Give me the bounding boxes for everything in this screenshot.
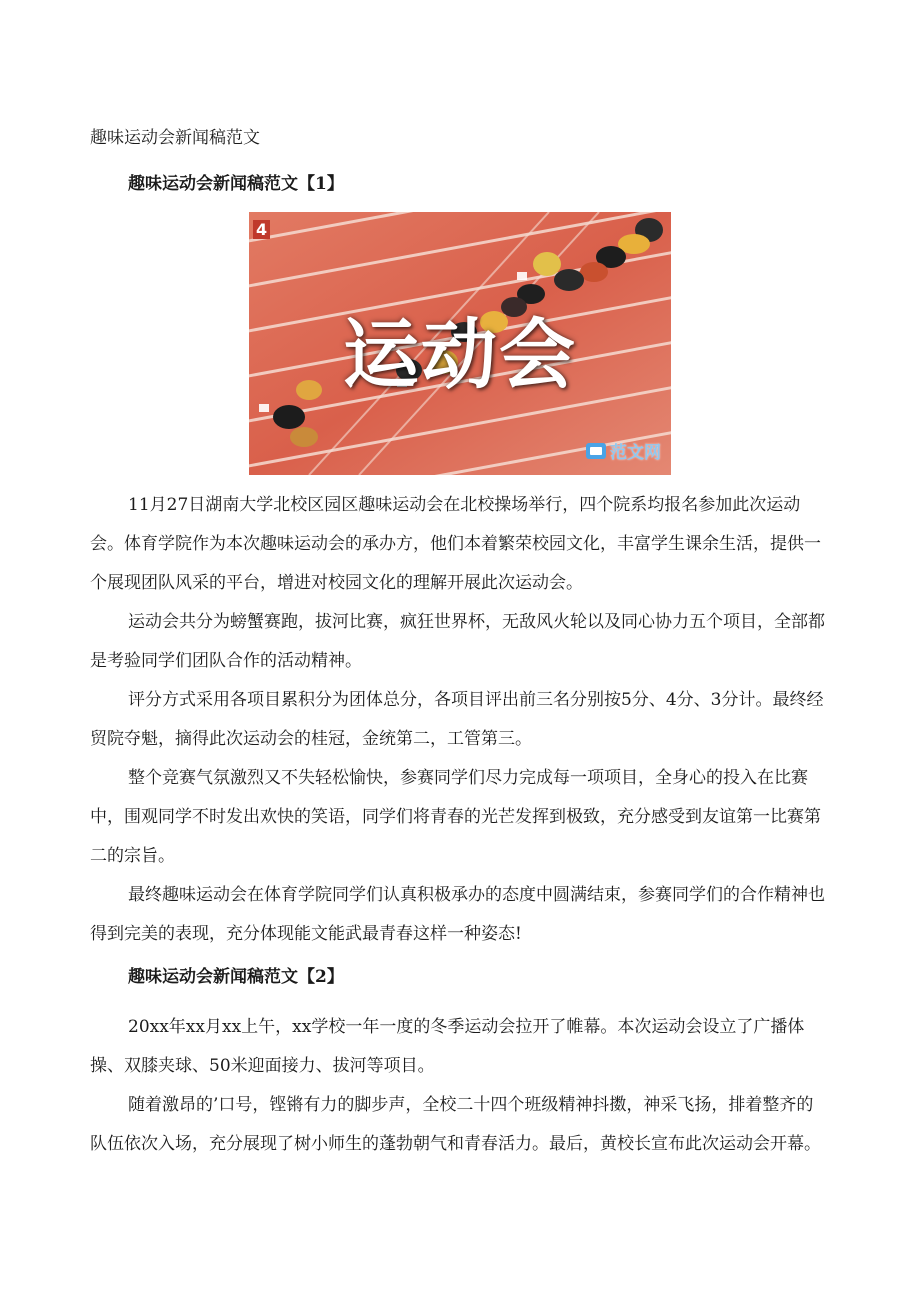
paragraph: 20xx年xx月xx上午，xx学校一年一度的冬季运动会拉开了帷幕。本次运动会设立了广播体操、双膝夹球、50米迎面接力、拔河等项目。: [90, 1017, 805, 1076]
document-title: 趣味运动会新闻稿范文: [90, 128, 260, 148]
section-heading-2: 趣味运动会新闻稿范文【2】: [128, 967, 344, 987]
image-overlay-title: 运动会: [343, 310, 577, 399]
watermark-text: 范文网: [610, 443, 661, 463]
watermark: [586, 438, 661, 463]
paragraph: 整个竞赛气氛激烈又不失轻松愉快，参赛同学们尽力完成每一项项目，全身心的投入在比赛中，围观同学不时发出欢快的笑语，同学们将青春的光芒发挥到极致，充分感受到友谊第一比赛第二的宗旨。: [90, 768, 821, 866]
paragraph: 最终趣味运动会在体育学院同学们认真积极承办的态度中圆满结束，参赛同学们的合作精神也得到完美的表现，充分体现能文能武最青春这样一种姿态!: [90, 885, 825, 944]
sports-meet-image: [249, 212, 671, 475]
paragraph: 随着激昂的’口号，铿锵有力的脚步声，全校二十四个班级精神抖擞，神采飞扬，排着整齐的队伍依次入场，充分展现了树小师生的蓬勃朝气和青春活力。最后，黄校长宣布此次运动会开幕。: [90, 1095, 821, 1154]
paragraph: 评分方式采用各项目累积分为团体总分，各项目评出前三名分别按5分、4分、3分计。最终经贸院夺魁，摘得此次运动会的桂冠，金统第二，工管第三。: [90, 690, 824, 749]
paragraph: 11月27日湖南大学北校区园区趣味运动会在北校操场举行，四个院系均报名参加此次运动会。体育学院作为本次趣味运动会的承办方，他们本着繁荣校园文化，丰富学生课余生活，提供一个展现团队风采的平台，增进对校园文化的理解开展此次运动会。: [90, 495, 821, 593]
section-heading-1: 趣味运动会新闻稿范文【1】: [128, 174, 344, 194]
watermark-logo-icon: [586, 443, 606, 459]
lane-number-badge: 4: [253, 220, 270, 239]
paragraph: 运动会共分为螃蟹赛跑，拔河比赛，疯狂世界杯，无敌风火轮以及同心协力五个项目，全部都是考验同学们团队合作的活动精神。: [90, 612, 825, 671]
